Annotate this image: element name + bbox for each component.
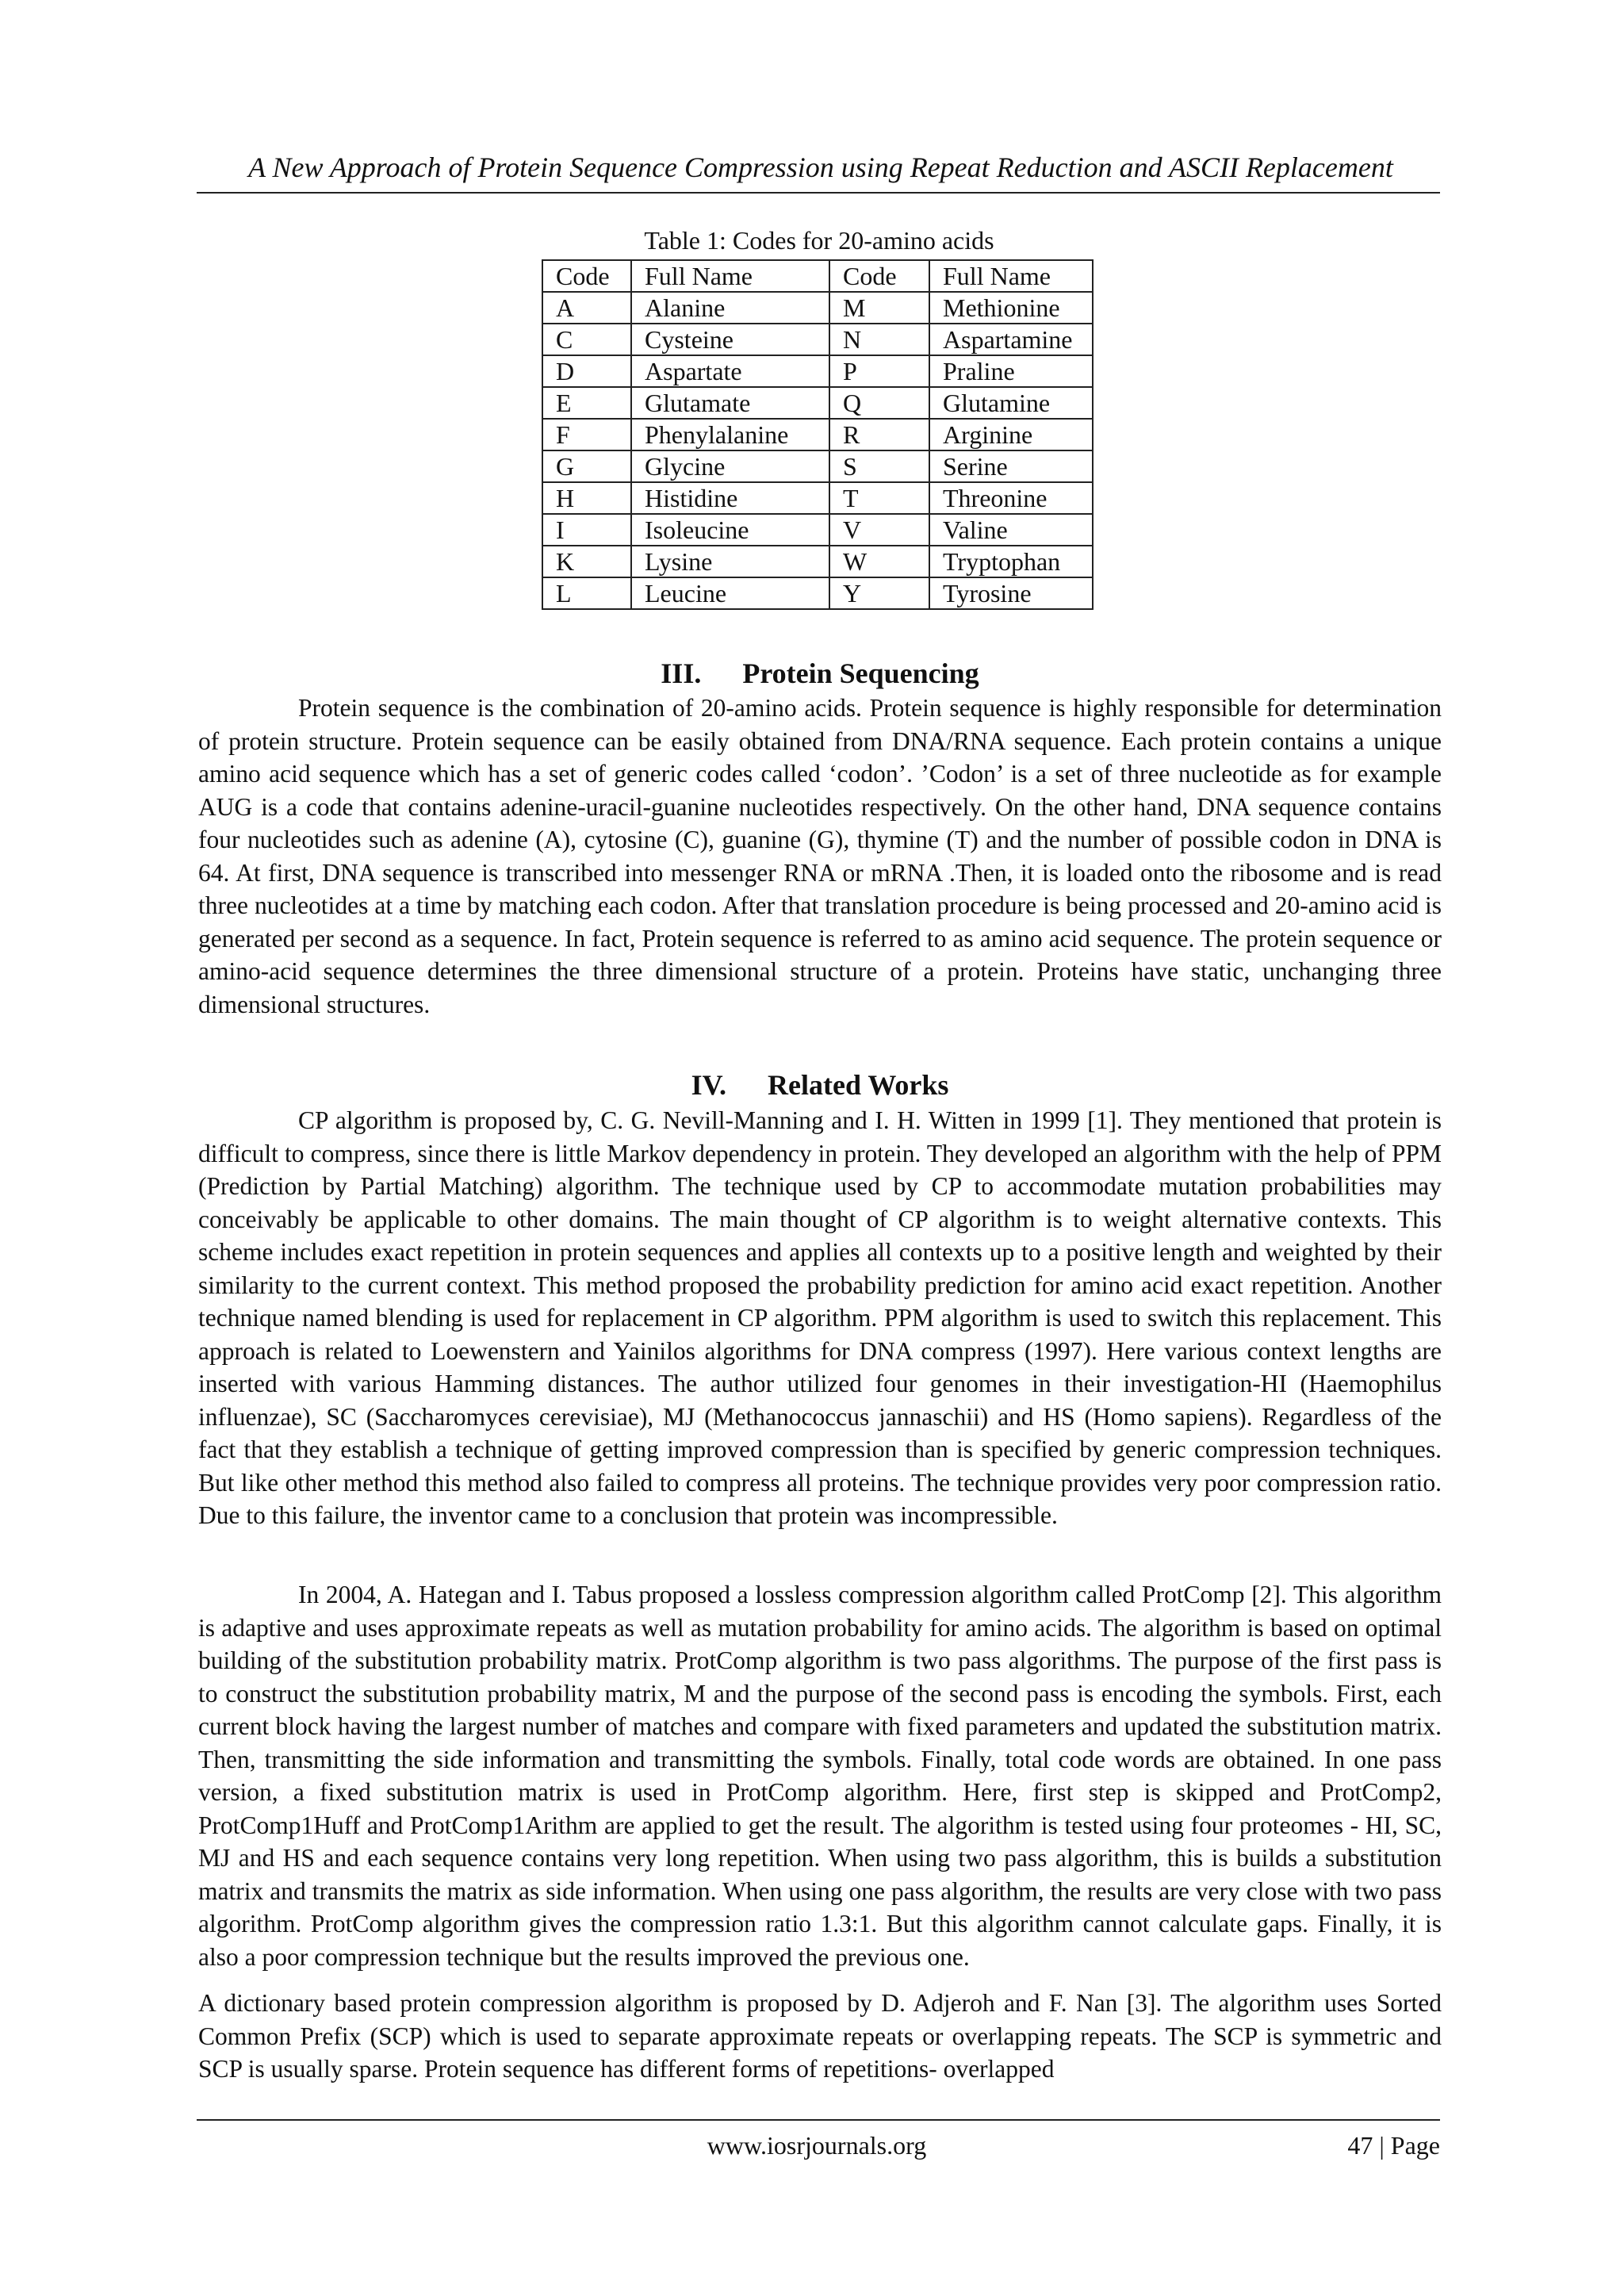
table-cell: Threonine	[929, 482, 1093, 514]
table-cell: P	[829, 355, 929, 387]
table-cell: H	[542, 482, 631, 514]
table-cell: Glutamate	[631, 387, 829, 419]
table-cell: Glutamine	[929, 387, 1093, 419]
table-row	[542, 514, 1093, 546]
table-cell: V	[829, 514, 929, 546]
table-cell: T	[829, 482, 929, 514]
table-cell: N	[829, 324, 929, 355]
table-header-cell: Full Name	[631, 260, 829, 292]
table-cell: A	[542, 292, 631, 324]
table-cell: Tyrosine	[929, 577, 1093, 609]
table-cell: Aspartamine	[929, 324, 1093, 355]
table-cell: Lysine	[631, 546, 829, 577]
table-row	[542, 419, 1093, 450]
table-cell: Histidine	[631, 482, 829, 514]
table-cell: L	[542, 577, 631, 609]
table-row	[542, 546, 1093, 577]
table-row	[542, 387, 1093, 419]
amino-acid-codes-table	[542, 259, 1094, 610]
table-row	[542, 577, 1093, 609]
table-cell: Glycine	[631, 450, 829, 482]
table-caption: Table 1: Codes for 20-amino acids	[644, 226, 994, 255]
header-rule	[197, 192, 1440, 194]
section-heading-protein-sequencing	[198, 657, 1442, 690]
table-cell: I	[542, 514, 631, 546]
table-row	[542, 292, 1093, 324]
table-header-cell: Code	[829, 260, 929, 292]
paragraph-related-works-1: CP algorithm is proposed by, C. G. Nevill-Manning and I. H. Witten in 1999 [1]. They mentioned that protein is difficult to compress, since there is little Markov dependency in protein. They developed an algorithm with the help of PPM (Prediction by Partial Matching) algorithm. The technique used by CP to accommodate mutation probabilities may conceivably be applicable to other domains. The main thought of CP algorithm is to weight alternative contexts. This scheme includes exact repetition in protein sequences and applies all contexts up to a positive length and weighted by their similarity to the current context. This method proposed the probability prediction for amino acid exact repetition. Another technique named blending is used for replacement in CP algorithm. PPM algorithm is used to switch this replacement. This approach is related to Loewenstern and Yainilos algorithms for DNA compress (1997). Here various context lengths are inserted with various Hamming distances. The author utilized four genomes in their investigation-HI (Haemophilus influenzae), SC (Saccharomyces cerevisiae), MJ (Methanococcus jannaschii) and HS (Homo sapiens). Regardless of the fact that they establish a technique of getting improved compression than is specified by generic compression techniques. But like other method this method also failed to compress all proteins. The technique provides very poor compression ratio. Due to this failure, the inventor came to a conclusion that protein was incompressible.	[198, 1106, 1442, 1529]
table-row	[542, 355, 1093, 387]
table-header-cell: Full Name	[929, 260, 1093, 292]
paragraph-protein-sequencing: Protein sequence is the combination of 20-amino acids. Protein sequence is highly responsible for determination of protein structure. Protein sequence can be easily obtained from DNA/RNA sequence. Each protein contains a unique amino acid sequence which has a set of generic codes called ‘codon’. ’Codon’ is a set of three nucleotide as for example AUG is a code that contains adenine-uracil-guanine nucleotides respectively. On the other hand, DNA sequence contains four nucleotides such as adenine (A), cytosine (C), guanine (G), thymine (T) and the number of possible codon in DNA is 64. At first, DNA sequence is transcribed into messenger RNA or mRNA .Then, it is loaded onto the ribosome and is read three nucleotides at a time by matching each codon. After that translation procedure is being processed and 20-amino acid is generated per second as a sequence. In fact, Protein sequence is referred to as amino acid sequence. The protein sequence or amino-acid sequence determines the three dimensional structure of a protein. Proteins have static, unchanging three dimensional structures.	[198, 694, 1442, 1018]
paragraph-related-works-3: A dictionary based protein compression algorithm is proposed by D. Adjeroh and F. Nan [3]. The algorithm uses Sorted Common Prefix (SCP) which is used to separate approximate repeats or overlapping repeats. The SCP is symmetric and SCP is usually sparse. Protein sequence has different forms of repetitions- overlapped	[198, 1989, 1442, 2083]
table-cell: D	[542, 355, 631, 387]
table-cell: Methionine	[929, 292, 1093, 324]
table-cell: Aspartate	[631, 355, 829, 387]
table-cell: F	[542, 419, 631, 450]
table-cell: M	[829, 292, 929, 324]
table-cell: S	[829, 450, 929, 482]
table-cell: Cysteine	[631, 324, 829, 355]
table-row	[542, 324, 1093, 355]
table-cell: Leucine	[631, 577, 829, 609]
table-cell: K	[542, 546, 631, 577]
table-cell: Alanine	[631, 292, 829, 324]
table-cell: Valine	[929, 514, 1093, 546]
table-cell: Q	[829, 387, 929, 419]
table-cell: W	[829, 546, 929, 577]
table-cell: Y	[829, 577, 929, 609]
table-cell: C	[542, 324, 631, 355]
table-cell: Arginine	[929, 419, 1093, 450]
footer-rule	[197, 2119, 1440, 2121]
table-row	[542, 450, 1093, 482]
section-title: Related Works	[768, 1069, 949, 1101]
table-cell: E	[542, 387, 631, 419]
running-header: A New Approach of Protein Sequence Compression using Repeat Reduction and ASCII Replacement	[248, 151, 1393, 183]
table-cell: Tryptophan	[929, 546, 1093, 577]
table-cell: Serine	[929, 450, 1093, 482]
table-cell: G	[542, 450, 631, 482]
footer-website: www.iosrjournals.org	[707, 2131, 927, 2160]
section-title: Protein Sequencing	[742, 657, 979, 689]
table-cell: Phenylalanine	[631, 419, 829, 450]
table-cell: Praline	[929, 355, 1093, 387]
section-heading-related-works	[198, 1068, 1442, 1102]
table-header-cell: Code	[542, 260, 631, 292]
section-number: III.	[661, 657, 702, 689]
table-row	[542, 482, 1093, 514]
table-header-row	[542, 260, 1093, 292]
table-cell: Isoleucine	[631, 514, 829, 546]
footer-page-number: 47 | Page	[1347, 2131, 1440, 2160]
table-cell: R	[829, 419, 929, 450]
section-number: IV.	[691, 1069, 727, 1101]
paragraph-related-works-2: In 2004, A. Hategan and I. Tabus proposed a lossless compression algorithm called ProtComp [2]. This algorithm is adaptive and uses approximate repeats as well as mutation probability for amino acids. The algorithm is based on optimal building of the substitution probability matrix. ProtComp algorithm is two pass algorithms. The purpose of the first pass is to construct the substitution probability matrix, M and the purpose of the second pass is encoding the symbols. First, each current block having the largest number of matches and compare with fixed parameters and updated the substitution matrix. Then, transmitting the side information and transmitting the symbols. Finally, total code words are obtained. In one pass version, a fixed substitution matrix is used in ProtComp algorithm. Here, first step is skipped and ProtComp2, ProtComp1Huff and ProtComp1Arithm are applied to get the result. The algorithm is tested using four proteomes - HI, SC, MJ and HS and each sequence contains very long repetition. When using two pass algorithm, this is builds a substitution matrix and transmits the matrix as side information. When using one pass algorithm, the results are very close with two pass algorithm. ProtComp algorithm gives the compression ratio 1.3:1. But this algorithm cannot calculate gaps. Finally, it is also a poor compression technique but the results improved the previous one.	[198, 1581, 1442, 1971]
